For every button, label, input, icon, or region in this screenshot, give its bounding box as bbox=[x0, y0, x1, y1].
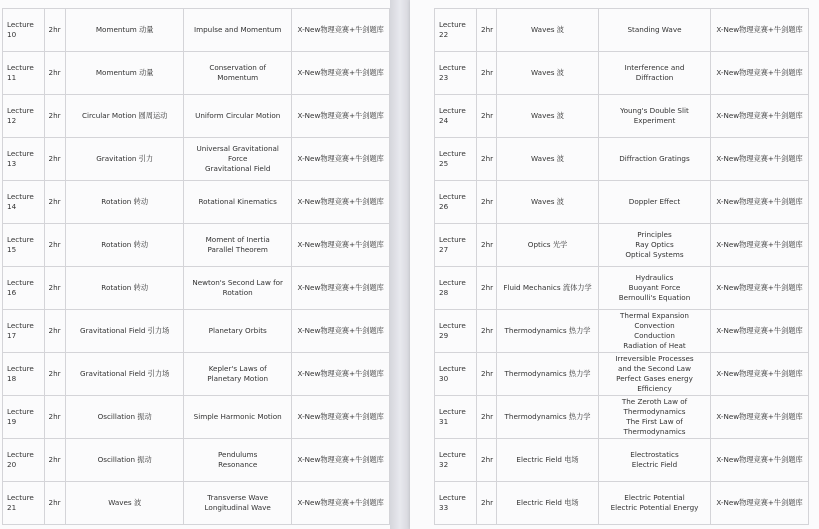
duration-cell: 2hr bbox=[477, 396, 497, 439]
lecture-cell: Lecture 19 bbox=[3, 396, 45, 439]
table-row bbox=[3, 353, 390, 396]
content-line: Newton's Second Law for bbox=[192, 278, 284, 287]
content-line: Principles bbox=[637, 230, 672, 239]
content-line: Conservation of bbox=[209, 63, 267, 72]
content-line: Rotational Kinematics bbox=[198, 197, 277, 206]
content-line: Standing Wave bbox=[627, 25, 682, 34]
lecture-cell: Lecture 22 bbox=[435, 9, 477, 52]
source-cell: X-New物理竞赛+牛剑题库 bbox=[711, 310, 809, 353]
left-page bbox=[0, 0, 390, 529]
source-cell: X-New物理竞赛+牛剑题库 bbox=[711, 439, 809, 482]
lecture-cell: Lecture 30 bbox=[435, 353, 477, 396]
table-row bbox=[435, 224, 809, 267]
lecture-cell: Lecture 10 bbox=[3, 9, 45, 52]
source-cell: X-New物理竞赛+牛剑题库 bbox=[711, 224, 809, 267]
lecture-cell: Lecture 18 bbox=[3, 353, 45, 396]
source-cell: X-New物理竞赛+牛剑题库 bbox=[292, 396, 390, 439]
table-row bbox=[435, 138, 809, 181]
table-row bbox=[435, 439, 809, 482]
topic-cell: Momentum 动量 bbox=[66, 52, 184, 95]
content-cell bbox=[184, 224, 292, 267]
page-gap bbox=[390, 0, 410, 529]
duration-cell: 2hr bbox=[477, 439, 497, 482]
source-cell: X-New物理竞赛+牛剑题库 bbox=[292, 353, 390, 396]
duration-cell: 2hr bbox=[44, 353, 66, 396]
duration-cell: 2hr bbox=[477, 52, 497, 95]
topic-cell: Waves 波 bbox=[497, 181, 599, 224]
content-line: and the Second Law bbox=[618, 364, 691, 373]
content-cell bbox=[599, 9, 711, 52]
content-cell bbox=[599, 95, 711, 138]
content-cell bbox=[599, 396, 711, 439]
content-cell bbox=[184, 396, 292, 439]
topic-cell: Rotation 转动 bbox=[66, 267, 184, 310]
lecture-cell: Lecture 17 bbox=[3, 310, 45, 353]
content-line: Diffraction bbox=[635, 73, 674, 82]
table-row bbox=[3, 439, 390, 482]
content-cell bbox=[184, 482, 292, 525]
source-cell: X-New物理竞赛+牛剑题库 bbox=[711, 9, 809, 52]
topic-cell: Oscillation 振动 bbox=[66, 396, 184, 439]
lecture-cell: Lecture 14 bbox=[3, 181, 45, 224]
content-cell bbox=[184, 353, 292, 396]
content-line: Moment of Inertia bbox=[205, 235, 270, 244]
source-cell: X-New物理竞赛+牛剑题库 bbox=[711, 482, 809, 525]
content-line: Uniform Circular Motion bbox=[195, 111, 281, 120]
table-row bbox=[435, 396, 809, 439]
content-cell bbox=[599, 267, 711, 310]
table-row bbox=[435, 482, 809, 525]
duration-cell: 2hr bbox=[44, 224, 66, 267]
source-cell: X-New物理竞赛+牛剑题库 bbox=[292, 181, 390, 224]
source-cell: X-New物理竞赛+牛剑题库 bbox=[292, 138, 390, 181]
content-line: Planetary Orbits bbox=[208, 326, 267, 335]
topic-cell: Thermodynamics 热力学 bbox=[497, 396, 599, 439]
content-line: Thermodynamics bbox=[623, 407, 686, 416]
source-cell: X-New物理竞赛+牛剑题库 bbox=[292, 224, 390, 267]
lecture-cell: Lecture 25 bbox=[435, 138, 477, 181]
content-line: Buoyant Force bbox=[628, 283, 681, 292]
content-line: Thermodynamics bbox=[623, 427, 686, 436]
content-cell bbox=[184, 9, 292, 52]
source-cell: X-New物理竞赛+牛剑题库 bbox=[292, 482, 390, 525]
content-cell bbox=[184, 138, 292, 181]
topic-cell: Waves 波 bbox=[497, 9, 599, 52]
source-cell: X-New物理竞赛+牛剑题库 bbox=[711, 396, 809, 439]
table-row bbox=[3, 9, 390, 52]
duration-cell: 2hr bbox=[477, 138, 497, 181]
source-cell: X-New物理竞赛+牛剑题库 bbox=[292, 267, 390, 310]
content-line: Diffraction Gratings bbox=[619, 154, 690, 163]
duration-cell: 2hr bbox=[44, 181, 66, 224]
content-line: Universal Gravitational bbox=[196, 144, 279, 153]
topic-cell: Waves 波 bbox=[66, 482, 184, 525]
duration-cell: 2hr bbox=[44, 138, 66, 181]
content-line: Pendulums bbox=[217, 450, 258, 459]
content-cell bbox=[599, 353, 711, 396]
content-cell bbox=[184, 439, 292, 482]
duration-cell: 2hr bbox=[477, 310, 497, 353]
content-cell bbox=[599, 310, 711, 353]
content-line: Hydraulics bbox=[635, 273, 674, 282]
content-line: Kepler's Laws of bbox=[208, 364, 267, 373]
table-row bbox=[435, 181, 809, 224]
lecture-cell: Lecture 13 bbox=[3, 138, 45, 181]
schedule-table-left bbox=[2, 8, 390, 525]
content-line: Bernoulli's Equation bbox=[618, 293, 691, 302]
lecture-cell: Lecture 20 bbox=[3, 439, 45, 482]
lecture-cell: Lecture 11 bbox=[3, 52, 45, 95]
table-row bbox=[435, 267, 809, 310]
content-line: Doppler Effect bbox=[628, 197, 681, 206]
content-line: Momentum bbox=[217, 73, 259, 82]
lecture-cell: Lecture 28 bbox=[435, 267, 477, 310]
content-line: The First Law of bbox=[626, 417, 683, 426]
table-row bbox=[3, 396, 390, 439]
duration-cell: 2hr bbox=[44, 310, 66, 353]
content-line: Gravitational Field bbox=[204, 164, 271, 173]
content-cell bbox=[184, 52, 292, 95]
duration-cell: 2hr bbox=[477, 9, 497, 52]
table-row bbox=[435, 95, 809, 138]
table-row bbox=[435, 52, 809, 95]
source-cell: X-New物理竞赛+牛剑题库 bbox=[292, 310, 390, 353]
content-line: Rotation bbox=[222, 288, 253, 297]
content-cell bbox=[184, 95, 292, 138]
content-line: Young's Double Slit bbox=[620, 106, 689, 115]
topic-cell: Fluid Mechanics 流体力学 bbox=[497, 267, 599, 310]
content-cell bbox=[599, 181, 711, 224]
content-line: Ray Optics bbox=[635, 240, 674, 249]
topic-cell: Waves 波 bbox=[497, 52, 599, 95]
duration-cell: 2hr bbox=[477, 267, 497, 310]
duration-cell: 2hr bbox=[44, 9, 66, 52]
source-cell: X-New物理竞赛+牛剑题库 bbox=[292, 439, 390, 482]
topic-cell: Electric Field 电场 bbox=[497, 439, 599, 482]
content-cell bbox=[184, 267, 292, 310]
content-cell bbox=[599, 482, 711, 525]
content-cell bbox=[184, 310, 292, 353]
content-line: Impulse and Momentum bbox=[193, 25, 282, 34]
duration-cell: 2hr bbox=[44, 482, 66, 525]
content-line: Electric Potential Energy bbox=[610, 503, 699, 512]
lecture-cell: Lecture 24 bbox=[435, 95, 477, 138]
lecture-cell: Lecture 29 bbox=[435, 310, 477, 353]
duration-cell: 2hr bbox=[477, 95, 497, 138]
source-cell: X-New物理竞赛+牛剑题库 bbox=[292, 9, 390, 52]
content-line: Thermal Expansion bbox=[620, 311, 689, 320]
topic-cell: Rotation 转动 bbox=[66, 181, 184, 224]
table-row bbox=[3, 181, 390, 224]
lecture-cell: Lecture 31 bbox=[435, 396, 477, 439]
duration-cell: 2hr bbox=[44, 267, 66, 310]
content-line: Interference and bbox=[624, 63, 685, 72]
source-cell: X-New物理竞赛+牛剑题库 bbox=[292, 52, 390, 95]
lecture-cell: Lecture 23 bbox=[435, 52, 477, 95]
topic-cell: Rotation 转动 bbox=[66, 224, 184, 267]
content-line: Electric Field bbox=[631, 460, 678, 469]
content-line: Convection bbox=[634, 321, 675, 330]
table-row bbox=[3, 138, 390, 181]
topic-cell: Oscillation 振动 bbox=[66, 439, 184, 482]
lecture-cell: Lecture 16 bbox=[3, 267, 45, 310]
content-line: Radiation of Heat bbox=[623, 341, 686, 350]
table-row bbox=[435, 9, 809, 52]
content-line: Simple Harmonic Motion bbox=[193, 412, 282, 421]
content-cell bbox=[599, 52, 711, 95]
content-line: Efficiency bbox=[637, 384, 672, 393]
table-row bbox=[3, 224, 390, 267]
topic-cell: Optics 光学 bbox=[497, 224, 599, 267]
duration-cell: 2hr bbox=[477, 181, 497, 224]
source-cell: X-New物理竞赛+牛剑题库 bbox=[711, 353, 809, 396]
content-line: Optical Systems bbox=[625, 250, 684, 259]
lecture-cell: Lecture 21 bbox=[3, 482, 45, 525]
schedule-table-right bbox=[434, 8, 809, 525]
topic-cell: Gravitational Field 引力场 bbox=[66, 310, 184, 353]
lecture-cell: Lecture 15 bbox=[3, 224, 45, 267]
lecture-cell: Lecture 26 bbox=[435, 181, 477, 224]
table-row bbox=[3, 482, 390, 525]
source-cell: X-New物理竞赛+牛剑题库 bbox=[711, 138, 809, 181]
content-cell bbox=[184, 181, 292, 224]
content-line: Transverse Wave bbox=[207, 493, 269, 502]
topic-cell: Gravitational Field 引力场 bbox=[66, 353, 184, 396]
table-row bbox=[3, 310, 390, 353]
content-line: The Zeroth Law of bbox=[621, 397, 688, 406]
right-page bbox=[410, 0, 819, 529]
topic-cell: Circular Motion 圆周运动 bbox=[66, 95, 184, 138]
topic-cell: Gravitation 引力 bbox=[66, 138, 184, 181]
source-cell: X-New物理竞赛+牛剑题库 bbox=[711, 52, 809, 95]
duration-cell: 2hr bbox=[44, 52, 66, 95]
topic-cell: Electric Field 电场 bbox=[497, 482, 599, 525]
content-line: Electrostatics bbox=[630, 450, 679, 459]
lecture-cell: Lecture 12 bbox=[3, 95, 45, 138]
source-cell: X-New物理竞赛+牛剑题库 bbox=[711, 267, 809, 310]
table-row bbox=[3, 95, 390, 138]
content-line: Conduction bbox=[634, 331, 675, 340]
content-line: Force bbox=[227, 154, 248, 163]
lecture-cell: Lecture 27 bbox=[435, 224, 477, 267]
content-line: Parallel Theorem bbox=[207, 245, 268, 254]
source-cell: X-New物理竞赛+牛剑题库 bbox=[711, 181, 809, 224]
content-line: Resonance bbox=[218, 460, 258, 469]
duration-cell: 2hr bbox=[477, 353, 497, 396]
topic-cell: Momentum 动量 bbox=[66, 9, 184, 52]
topic-cell: Waves 波 bbox=[497, 95, 599, 138]
content-line: Longitudinal Wave bbox=[204, 503, 271, 512]
duration-cell: 2hr bbox=[477, 482, 497, 525]
lecture-cell: Lecture 33 bbox=[435, 482, 477, 525]
source-cell: X-New物理竞赛+牛剑题库 bbox=[711, 95, 809, 138]
content-cell bbox=[599, 138, 711, 181]
content-cell bbox=[599, 224, 711, 267]
lecture-cell: Lecture 32 bbox=[435, 439, 477, 482]
topic-cell: Thermodynamics 热力学 bbox=[497, 310, 599, 353]
content-line: Experiment bbox=[633, 116, 676, 125]
topic-cell: Thermodynamics 热力学 bbox=[497, 353, 599, 396]
table-row bbox=[3, 52, 390, 95]
source-cell: X-New物理竞赛+牛剑题库 bbox=[292, 95, 390, 138]
duration-cell: 2hr bbox=[44, 439, 66, 482]
duration-cell: 2hr bbox=[44, 95, 66, 138]
topic-cell: Waves 波 bbox=[497, 138, 599, 181]
duration-cell: 2hr bbox=[44, 396, 66, 439]
duration-cell: 2hr bbox=[477, 224, 497, 267]
content-line: Irreversible Processes bbox=[615, 354, 694, 363]
content-cell bbox=[599, 439, 711, 482]
content-line: Planetary Motion bbox=[207, 374, 269, 383]
table-row bbox=[3, 267, 390, 310]
table-row bbox=[435, 353, 809, 396]
content-line: Perfect Gases energy bbox=[616, 374, 693, 383]
content-line: Electric Potential bbox=[624, 493, 685, 502]
table-row bbox=[435, 310, 809, 353]
